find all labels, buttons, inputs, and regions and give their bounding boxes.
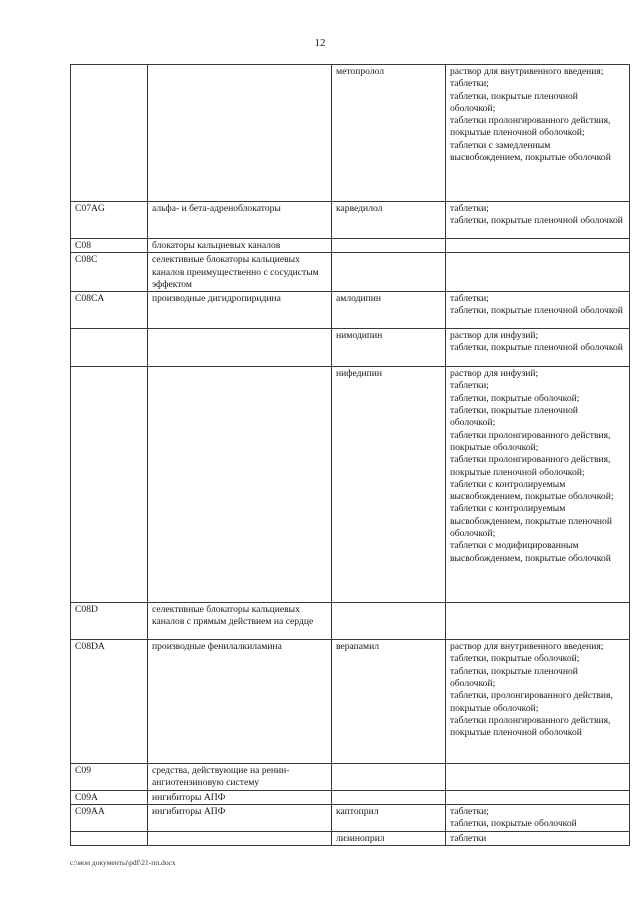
atc-code-cell: C09 (71, 764, 148, 791)
drug-name-cell: лизиноприл (332, 831, 446, 845)
dosage-form-cell: таблетки (446, 831, 630, 845)
table-row (71, 367, 630, 603)
dosage-form-cell (446, 239, 630, 253)
document-path-footer: c:\мои документы\pdf\21-пп.docx (70, 858, 176, 867)
group-name-cell: ингибиторы АПФ (148, 790, 332, 804)
drug-name-cell: амлодипин (332, 292, 446, 329)
drug-name-cell: верапамил (332, 640, 446, 764)
dosage-form-cell: раствор для внутривенного введения; таблетки; таблетки, покрытые пленочной оболочкой; таблетки пролонгированного действия, покрытые пленочной оболочкой; таблетки с замедленным высвобождением, покрытые оболочкой (446, 65, 630, 202)
group-name-cell (148, 367, 332, 603)
table-row (71, 764, 630, 791)
drug-name-cell: нифедипин (332, 367, 446, 603)
atc-code-cell (71, 831, 148, 845)
table-row (71, 640, 630, 764)
atc-code-cell: C09AA (71, 805, 148, 832)
drug-name-cell (332, 253, 446, 292)
table-row (71, 790, 630, 804)
group-name-cell (148, 831, 332, 845)
dosage-form-cell: таблетки; таблетки, покрытые оболочкой (446, 805, 630, 832)
dosage-form-cell: раствор для инфузий; таблетки; таблетки, покрытые оболочкой; таблетки, покрытые пленочной оболочкой; таблетки пролонгированного действия, покрытые оболочкой; таблетки пролонгированного действия, покрытые пленочной оболочкой; таблетки с контролируемым высвобождением, покрытые оболочкой; таблетки с контролируемым высвобождением, покрытые пленочной оболочкой; таблетки с модифицированным высвобождением, покрытые оболочкой (446, 367, 630, 603)
group-name-cell: селективные блокаторы кальциевых каналов преимущественно с сосудистым эффектом (148, 253, 332, 292)
table-row (71, 239, 630, 253)
table-row (71, 831, 630, 845)
table-row (71, 805, 630, 832)
dosage-form-cell (446, 603, 630, 640)
group-name-cell (148, 329, 332, 367)
group-name-cell: селективные блокаторы кальциевых каналов с прямым действием на сердце (148, 603, 332, 640)
drug-name-cell: нимодипин (332, 329, 446, 367)
drug-name-cell: карведилол (332, 202, 446, 239)
drug-name-cell (332, 790, 446, 804)
group-name-cell: производные фенилалкиламина (148, 640, 332, 764)
dosage-form-cell (446, 790, 630, 804)
atc-code-cell (71, 65, 148, 202)
table-row (71, 253, 630, 292)
group-name-cell: средства, действующие на ренин-ангиотензиновую систему (148, 764, 332, 791)
drug-name-cell (332, 603, 446, 640)
atc-code-cell (71, 329, 148, 367)
table-row (71, 329, 630, 367)
drug-name-cell: метопролол (332, 65, 446, 202)
page-number: 12 (314, 37, 326, 49)
group-name-cell: ингибиторы АПФ (148, 805, 332, 832)
table-row (71, 292, 630, 329)
group-name-cell (148, 65, 332, 202)
dosage-form-cell (446, 764, 630, 791)
table-row (71, 65, 630, 202)
atc-code-cell: C09A (71, 790, 148, 804)
group-name-cell: производные дигидропиридина (148, 292, 332, 329)
atc-code-cell (71, 367, 148, 603)
drug-name-cell: каптоприл (332, 805, 446, 832)
atc-code-cell: C08DA (71, 640, 148, 764)
atc-code-cell: C07AG (71, 202, 148, 239)
atc-code-cell: C08D (71, 603, 148, 640)
group-name-cell: альфа- и бета-адреноблокаторы (148, 202, 332, 239)
table-row (71, 603, 630, 640)
atc-code-cell: C08C (71, 253, 148, 292)
drug-name-cell (332, 764, 446, 791)
dosage-form-cell: раствор для инфузий; таблетки, покрытые пленочной оболочкой (446, 329, 630, 367)
dosage-form-cell: раствор для внутривенного введения; таблетки, покрытые оболочкой; таблетки, покрытые пленочной оболочкой; таблетки, пролонгированного действия, покрытые оболочкой; таблетки пролонгированного действия, покрытые пленочной оболочкой (446, 640, 630, 764)
dosage-form-cell (446, 253, 630, 292)
dosage-form-cell: таблетки; таблетки, покрытые пленочной оболочкой (446, 292, 630, 329)
atc-code-cell: C08 (71, 239, 148, 253)
atc-code-cell: C08CA (71, 292, 148, 329)
dosage-form-cell: таблетки; таблетки, покрытые пленочной оболочкой (446, 202, 630, 239)
drug-name-cell (332, 239, 446, 253)
table-row (71, 202, 630, 239)
drug-classification-table (70, 64, 630, 846)
group-name-cell: блокаторы кальциевых каналов (148, 239, 332, 253)
